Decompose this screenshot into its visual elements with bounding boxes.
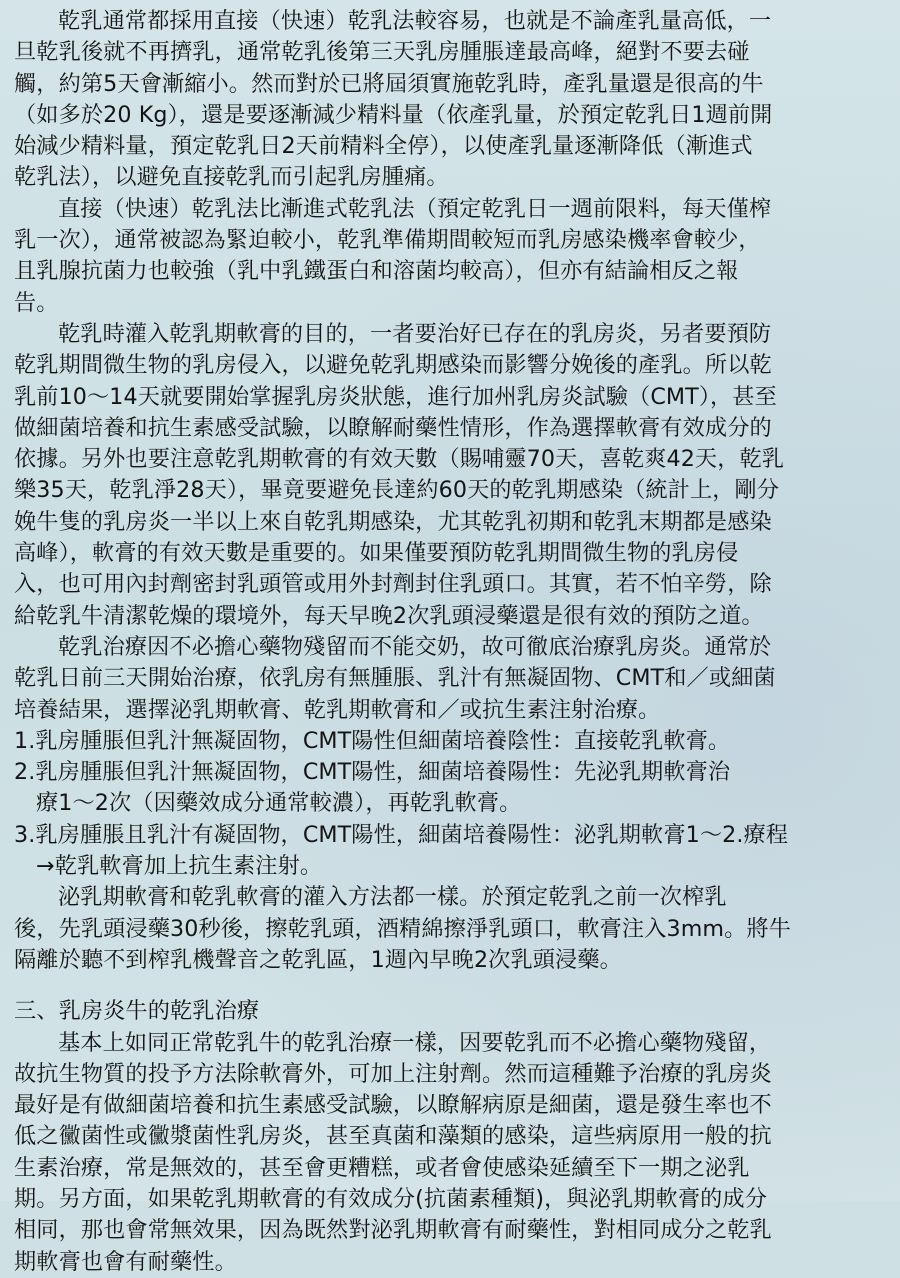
text-line: 期。另方面，如果乾乳期軟膏的有效成分(抗菌素種類)，與泌乳期軟膏的成分: [14, 1185, 767, 1212]
text-line: 直接（快速）乾乳法比漸進式乾乳法（預定乾乳日一週前限料，每天僅榨: [58, 195, 772, 222]
text-line: 泌乳期軟膏和乾乳軟膏的灌入方法都一樣。於預定乾乳之前一次榨乳: [58, 884, 727, 911]
text-line: 做細菌培養和抗生素感受試驗，以瞭解耐藥性情形，作為選擇軟膏有效成分的: [14, 414, 772, 441]
text-line: 依據。另外也要注意乾乳期軟膏的有效天數（賜哺靈70天，喜乾爽42天，乾乳: [14, 446, 785, 473]
text-line: 後，先乳頭浸藥30秒後，擦乾乳頭，酒精綿擦淨乳頭口，軟膏注入3mm。將牛: [14, 915, 791, 942]
text-line: 始減少精料量，預定乾乳日2天前精料全停），以使產乳量逐漸降低（漸進式: [14, 133, 753, 160]
text-line: 2.乳房腫脹但乳汁無凝固物，CMT陽性，細菌培養陽性：先泌乳期軟膏治: [14, 759, 731, 786]
text-line: 告。: [14, 289, 59, 316]
text-line: 娩牛隻的乳房炎一半以上來自乾乳期感染，尤其乾乳初期和乾乳末期都是感染: [14, 508, 772, 535]
text-line: 觸，約第5天會漸縮小。然而對於已將屆須實施乾乳時，產乳量還是很高的牛: [14, 70, 764, 97]
text-line: 乳前10～14天就要開始掌握乳房炎狀態，進行加州乳房炎試驗（CMT），甚至: [14, 383, 777, 410]
text-line: 高峰），軟膏的有效天數是重要的。如果僅要預防乾乳期間微生物的乳房侵: [14, 540, 739, 567]
text-line: 樂35天，乾乳淨28天），畢竟要避免長達約60天的乾乳期感染（統計上，剛分: [14, 477, 780, 504]
paragraph-gap: [14, 976, 890, 996]
text-line: 乾乳通常都採用直接（快速）乾乳法較容易，也就是不論產乳量高低，一: [58, 8, 772, 34]
text-line: 乾乳期間微生物的乳房侵入，以避免乾乳期感染而影響分娩後的產乳。所以乾: [14, 352, 772, 379]
text-line: 故抗生物質的投予方法除軟膏外，可加上注射劑。然而這種難予治療的乳房炎: [14, 1060, 772, 1087]
text-line: 乾乳時灌入乾乳期軟膏的目的，一者要治好已存在的乳房炎，另者要預防: [58, 320, 772, 347]
text-line: 基本上如同正常乾乳牛的乾乳治療一樣，因要乾乳而不必擔心藥物殘留，: [58, 1029, 772, 1056]
text-line: 旦乾乳後就不再擠乳，通常乾乳後第三天乳房腫脹達最高峰，絕對不要去碰: [14, 39, 750, 66]
text-line: 期軟膏也會有耐藥性。: [14, 1248, 237, 1275]
text-line: 且乳腺抗菌力也較強（乳中乳鐵蛋白和溶菌均較高），但亦有結論相反之報: [14, 258, 739, 285]
text-line: 低之黴菌性或黴漿菌性乳房炎，甚至真菌和藻類的感染，這些病原用一般的抗: [14, 1123, 772, 1150]
text-line: 3.乳房腫脹且乳汁有凝固物，CMT陽性，細菌培養陽性：泌乳期軟膏1～2.療程: [14, 821, 789, 848]
text-line: 三、乳房炎牛的乾乳治療: [14, 998, 260, 1025]
text-line: →乾乳軟膏加上抗生素注射。: [36, 853, 323, 880]
text-line: 入，也可用內封劑密封乳頭管或用外封劑封住乳頭口。其實，若不怕辛勞，除: [14, 571, 772, 598]
text-line: 培養結果，選擇泌乳期軟膏、乾乳期軟膏和／或抗生素注射治療。: [14, 696, 661, 723]
text-line: （如多於20 Kg），還是要逐漸減少精料量（依產乳量，於預定乾乳日1週前開: [14, 101, 773, 128]
text-line: 乳一次），通常被認為緊迫較小，乾乳準備期間較短而乳房感染機率會較少，: [14, 227, 761, 254]
text-line: 最好是有做細菌培養和抗生素感受試驗，以瞭解病原是細菌，還是發生率也不: [14, 1092, 772, 1119]
text-line: 生素治療，常是無效的，甚至會更糟糕，或者會使感染延續至下一期之泌乳: [14, 1154, 750, 1181]
text-line: 乾乳日前三天開始治療，依乳房有無腫脹、乳汁有無凝固物、CMT和／或細菌: [14, 665, 776, 692]
text-line: 給乾乳牛清潔乾燥的環境外，每天早晚2次乳頭浸藥還是很有效的預防之道。: [14, 602, 764, 629]
text-line: 隔離於聽不到榨乳機聲音之乾乳區，1週內早晚2次乳頭浸藥。: [14, 946, 622, 973]
text-line: 乾乳法），以避免直接乾乳而引起乳房腫痛。: [14, 164, 449, 191]
text-line: 1.乳房腫脹但乳汁無凝固物，CMT陽性但細菌培養陰性：直接乾乳軟膏。: [14, 727, 731, 754]
text-line: 乾乳治療因不必擔心藥物殘留而不能交奶，故可徹底治療乳房炎。通常於: [58, 633, 772, 660]
text-line: 療1～2次（因藥效成分通常較濃），再乾乳軟膏。: [36, 790, 522, 817]
text-line: 相同，那也會常無效果，因為既然對泌乳期軟膏有耐藥性，對相同成分之乾乳: [14, 1217, 772, 1244]
